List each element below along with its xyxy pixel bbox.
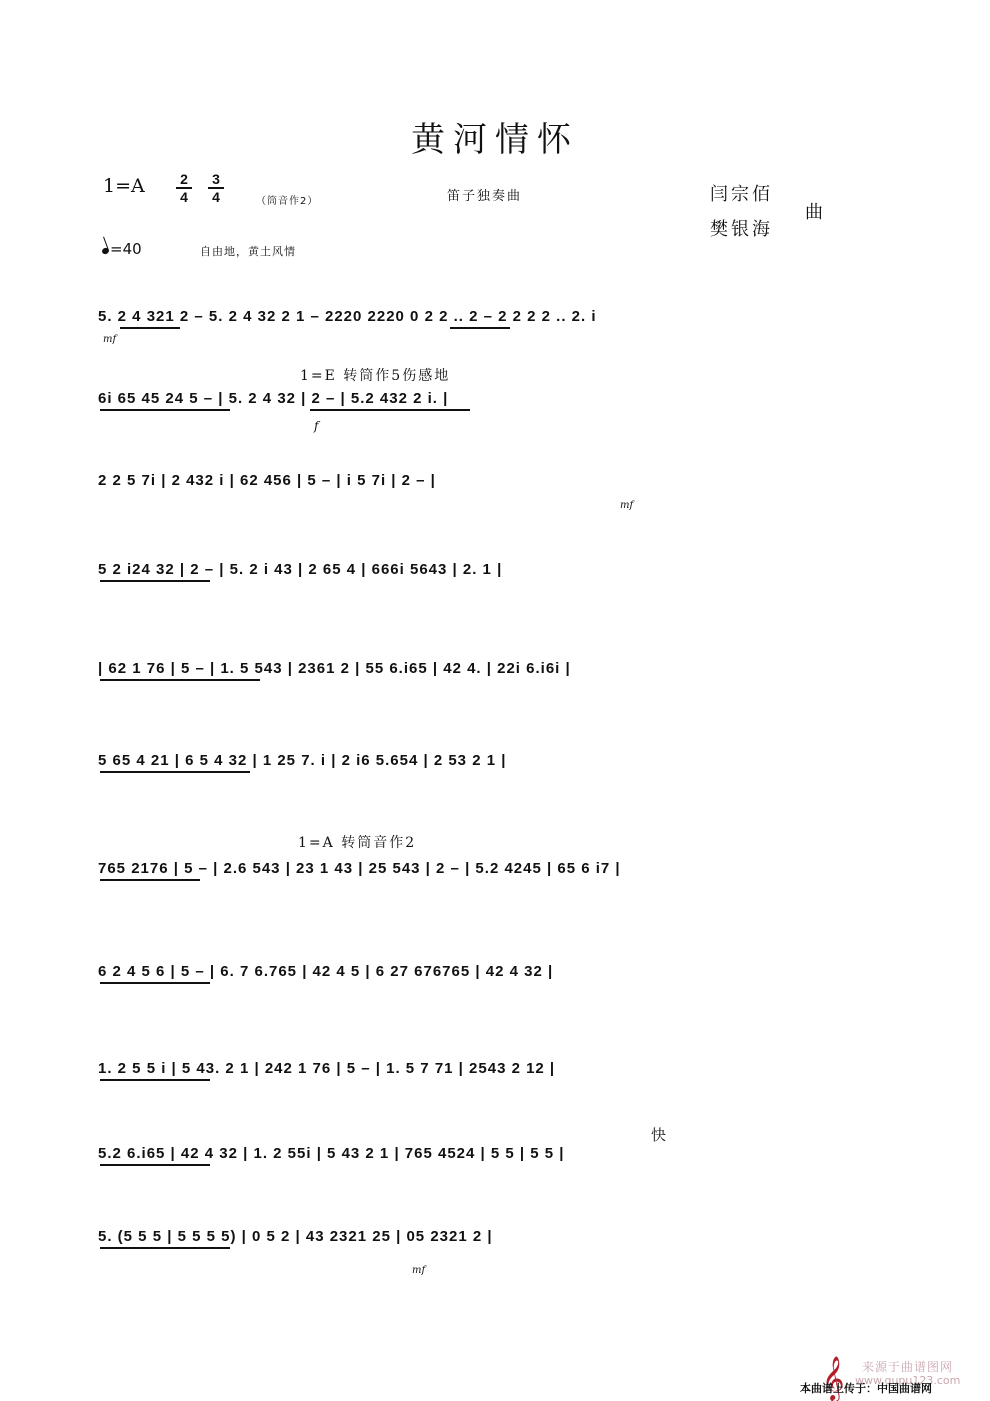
quarter-note-icon [101, 247, 110, 255]
tempo-marking [102, 240, 142, 258]
time-signature-bottom: 4 [212, 189, 220, 205]
expression-marking: 自由地，黄土风情 [200, 245, 296, 258]
treble-clef-logo: 𝄞 [822, 1356, 845, 1400]
staff-line: 6 2 4 5 6 | 5 – | 6. 7 6.765 | 42 4 5 | 6 27 676765 | 42 4 32 | [98, 963, 554, 980]
dynamic-marking: mf [620, 500, 634, 511]
staff-line: 5. 2 4 321 2 – 5. 2 4 32 2 1 – 2220 2220 0 2 2 .. 2 – 2 2 2 2 .. 2. i [98, 308, 597, 325]
staff-line: 5.2 6.i65 | 42 4 32 | 1. 2 55i | 5 43 2 1 | 765 4524 | 5 5 | 5 5 | [98, 1145, 565, 1162]
staff-line: 6i 65 45 24 5 – | 5. 2 4 32 | 2 – | 5.2 432 2 i. | [98, 390, 449, 407]
key-signature: 1=A [103, 175, 145, 197]
staff-line: 5 65 4 21 | 6 5 4 32 | 1 25 7. i | 2 i6 5.654 | 2 53 2 1 | [98, 752, 507, 769]
upload-notice: 本曲谱上传于：中国曲谱网 [800, 1382, 932, 1395]
composer-role: 曲 [805, 202, 823, 223]
time-signature-bottom: 4 [180, 189, 188, 205]
tempo-change-annotation: 快 [651, 1126, 669, 1144]
dynamic-marking: f [314, 419, 319, 433]
composer-name: 樊银海 [710, 219, 773, 240]
time-signature-top: 2 [180, 171, 188, 187]
page-title: 黄河情怀 [411, 120, 579, 160]
composer-name: 闫宗佰 [710, 184, 773, 205]
fingering-note: （筒音作2） [256, 196, 319, 207]
key-change-annotation: 1=E 转筒作5伤感地 [300, 368, 451, 384]
staff-line: 5. (5 5 5 | 5 5 5 5) | 0 5 2 | 43 2321 25 | 05 2321 2 | [98, 1228, 493, 1245]
watermark-source: 来源于曲谱图网 [862, 1360, 954, 1374]
staff-line: 2 2 5 7i | 2 432 i | 62 456 | 5 – | i 5 7i | 2 – | [98, 472, 436, 489]
subtitle: 笛子独奏曲 [447, 189, 523, 204]
dynamic-marking: mf [412, 1265, 426, 1276]
key-change-annotation: 1=A 转筒音作2 [298, 835, 417, 851]
staff-line: 5 2 i24 32 | 2 – | 5. 2 i 43 | 2 65 4 | 666i 5643 | 2. 1 | [98, 561, 503, 578]
tempo-value: =40 [110, 240, 142, 258]
staff-line: 765 2176 | 5 – | 2.6 543 | 23 1 43 | 25 543 | 2 – | 5.2 4245 | 65 6 i7 | [98, 860, 621, 877]
time-signature-3-4 [208, 172, 224, 204]
staff-line: 1. 2 5 5 i | 5 43. 2 1 | 242 1 76 | 5 – | 1. 5 7 71 | 2543 2 12 | [98, 1060, 556, 1077]
staff-line: | 62 1 76 | 5 – | 1. 5 543 | 2361 2 | 55 6.i65 | 42 4. | 22i 6.i6i | [98, 660, 571, 677]
watermark-site: www.qupu123.com [855, 1374, 961, 1387]
time-signature-top: 3 [212, 171, 220, 187]
time-signature-2-4 [176, 172, 192, 204]
dynamic-marking: mf [103, 334, 117, 345]
